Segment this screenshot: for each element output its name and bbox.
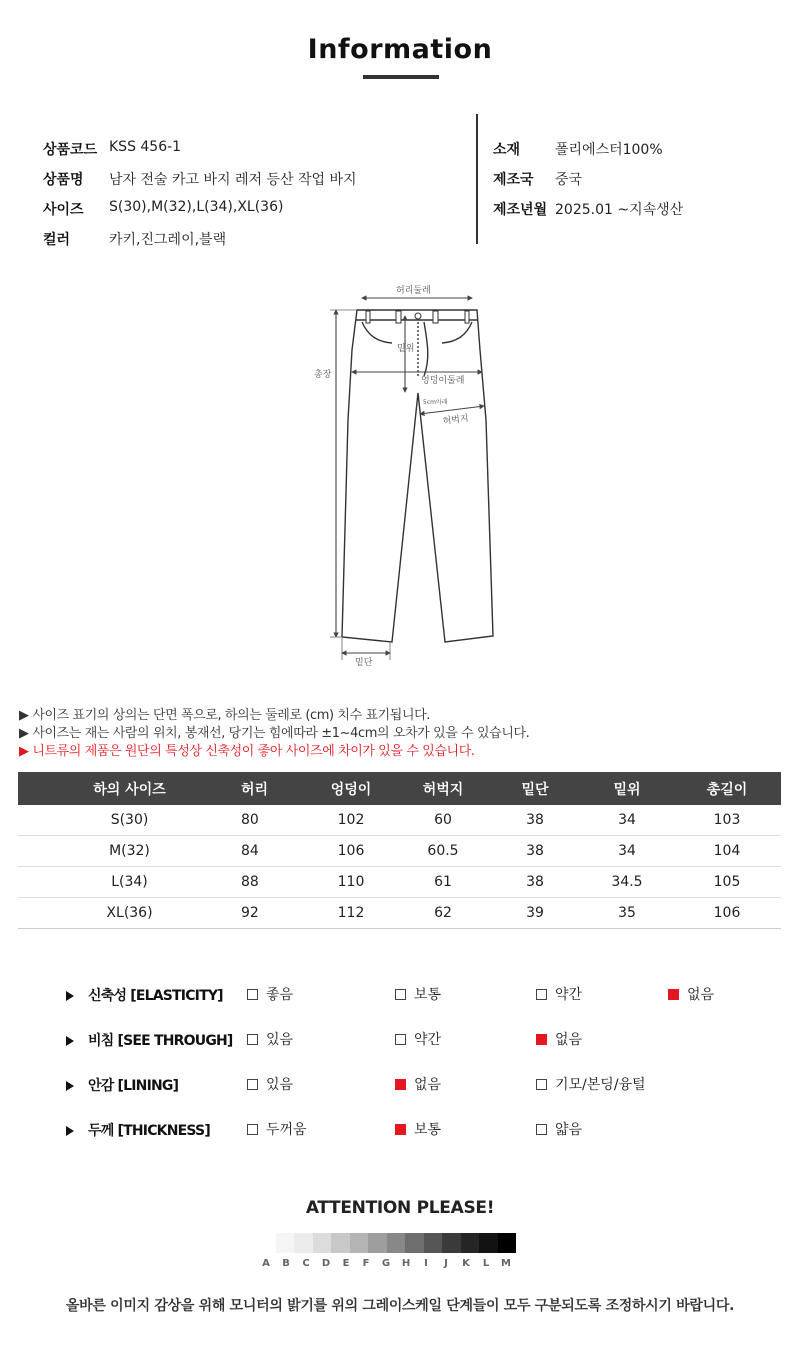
table-cell: 102 (305, 805, 397, 836)
table-cell: 106 (673, 898, 781, 929)
option-label: 두꺼움 (266, 1122, 307, 1138)
triangle-bullet-icon (66, 1036, 74, 1046)
pants-measurement-diagram (300, 284, 500, 674)
size-note-2: ▶ 사이즈는 재는 사람의 위치, 봉재선, 당기는 힘에따라 ±1~4cm의 오차가 있을 수 있습니다. (19, 726, 530, 741)
table-cell: XL(36) (18, 898, 241, 929)
grayscale-letter: D (321, 1258, 331, 1269)
attention-title: ATTENTION PLEASE! (305, 1198, 495, 1218)
checkbox-icon (536, 1079, 547, 1090)
grayscale-step (405, 1233, 423, 1253)
checked-box-icon (536, 1034, 547, 1045)
checkbox-icon (247, 989, 258, 1000)
info-key: 제조국 (493, 172, 534, 188)
triangle-bullet-icon (66, 991, 74, 1001)
checkbox-icon (247, 1034, 258, 1045)
grayscale-letter: A (262, 1258, 270, 1269)
grayscale-step (424, 1233, 442, 1253)
option-label: 있음 (266, 1032, 294, 1048)
grayscale-letter: B (282, 1258, 290, 1269)
table-cell: 38 (489, 805, 581, 836)
size-note-1: ▶ 사이즈 표기의 상의는 단면 폭으로, 하의는 둘레로 (cm) 치수 표기됩니다. (19, 708, 431, 723)
thigh-label: 허벅지 (442, 413, 470, 427)
option-label: 얇음 (555, 1122, 583, 1138)
hip-label: 엉덩이둘레 (421, 376, 465, 386)
grayscale-letter: C (302, 1258, 310, 1269)
option-see-through-slight[interactable] (395, 1029, 441, 1049)
table-cell: 92 (241, 898, 305, 929)
option-thickness-normal[interactable] (395, 1119, 441, 1139)
info-key: 사이즈 (43, 202, 84, 218)
grayscale-step (276, 1233, 294, 1253)
col-header: 허벅지 (397, 772, 489, 805)
grayscale-step (442, 1233, 460, 1253)
attr-label-elasticity (66, 985, 223, 1005)
table-cell: 112 (305, 898, 397, 929)
attr-label-thickness (66, 1120, 210, 1140)
table-cell: 34 (581, 805, 673, 836)
table-cell: L(34) (18, 867, 241, 898)
info-key: 상품명 (43, 172, 84, 188)
table-cell: 35 (581, 898, 673, 929)
info-value: KSS 456-1 (109, 139, 182, 155)
grayscale-step (350, 1233, 368, 1253)
col-header: 총길이 (673, 772, 781, 805)
table-cell: 62 (397, 898, 489, 929)
option-elasticity-normal[interactable] (395, 984, 441, 1004)
table-cell: 110 (305, 867, 397, 898)
table-cell: 105 (673, 867, 781, 898)
info-value: 중국 (555, 172, 583, 188)
grayscale-letters (256, 1258, 516, 1272)
info-divider (476, 114, 478, 244)
checked-box-icon (395, 1124, 406, 1135)
grayscale-letter: J (444, 1258, 448, 1269)
grayscale-step (387, 1233, 405, 1253)
checked-box-icon (395, 1079, 406, 1090)
option-see-through-none[interactable] (536, 1029, 582, 1049)
grayscale-step (368, 1233, 386, 1253)
option-elasticity-good[interactable] (247, 984, 293, 1004)
attr-label-text: 안감 [LINING] (88, 1078, 179, 1094)
table-cell: 61 (397, 867, 489, 898)
table-cell: 80 (241, 805, 305, 836)
option-label: 약간 (555, 987, 583, 1003)
hem-label: 밑단 (355, 658, 373, 668)
attr-label-text: 비침 [SEE THROUGH] (88, 1033, 233, 1049)
option-lining-yes[interactable] (247, 1074, 293, 1094)
info-value: 남자 전술 카고 바지 레저 등산 작업 바지 (109, 172, 357, 188)
grayscale-letter: G (381, 1258, 391, 1269)
info-key: 소재 (493, 142, 521, 158)
triangle-bullet-icon (66, 1126, 74, 1136)
info-key: 제조년월 (493, 202, 548, 218)
grayscale-letter: H (401, 1258, 411, 1269)
table-cell: 88 (241, 867, 305, 898)
table-cell: 38 (489, 867, 581, 898)
col-header: 하의 사이즈 (18, 772, 241, 805)
col-header: 밑단 (489, 772, 581, 805)
grayscale-strip (276, 1233, 516, 1253)
checkbox-icon (395, 989, 406, 1000)
option-label: 없음 (555, 1032, 583, 1048)
attention-note: 올바른 이미지 감상을 위해 모니터의 밝기를 위의 그레이스케일 단계들이 모두 구분되도록 조정하시기 바랍니다. (65, 1298, 735, 1314)
checked-box-icon (668, 989, 679, 1000)
grayscale-step (479, 1233, 497, 1253)
attr-label-see-through (66, 1030, 233, 1050)
grayscale-step (294, 1233, 312, 1253)
checkbox-icon (395, 1034, 406, 1045)
table-header-row (18, 772, 781, 805)
table-cell: M(32) (18, 836, 241, 867)
checkbox-icon (536, 989, 547, 1000)
attr-label-lining (66, 1075, 178, 1095)
page-title: Information (307, 34, 493, 65)
table-cell: 84 (241, 836, 305, 867)
table-cell: 34 (581, 836, 673, 867)
grayscale-step (461, 1233, 479, 1253)
size-table (18, 772, 781, 929)
info-value: 카키,진그레이,블랙 (109, 232, 227, 248)
col-header: 밑위 (581, 772, 673, 805)
option-thickness-thin[interactable] (536, 1119, 582, 1139)
table-cell: 60 (397, 805, 489, 836)
grayscale-letter: F (362, 1258, 370, 1269)
option-elasticity-none[interactable] (668, 984, 714, 1004)
option-label: 약간 (414, 1032, 442, 1048)
thigh-offset-label: 5cm아래 (423, 399, 448, 406)
attr-label-text: 두께 [THICKNESS] (88, 1123, 210, 1139)
grayscale-letter: M (501, 1258, 511, 1269)
table-cell: 106 (305, 836, 397, 867)
table-cell: 38 (489, 836, 581, 867)
checkbox-icon (536, 1124, 547, 1135)
table-row (18, 805, 781, 836)
attr-label-text: 신축성 [ELASTICITY] (88, 988, 223, 1004)
table-cell: 104 (673, 836, 781, 867)
info-key: 컬러 (43, 232, 71, 248)
length-label: 총장 (314, 370, 332, 380)
grayscale-letter: L (482, 1258, 490, 1269)
option-label: 좋음 (266, 987, 294, 1003)
option-elasticity-slight[interactable] (536, 984, 582, 1004)
table-row (18, 867, 781, 898)
option-thickness-thick[interactable] (247, 1119, 307, 1139)
size-note-3: ▶ 니트류의 제품은 원단의 특성상 신축성이 좋아 사이즈에 차이가 있을 수 있습니다. (19, 744, 475, 759)
title-underline (363, 75, 439, 79)
option-label: 없음 (414, 1077, 442, 1093)
table-cell: 60.5 (397, 836, 489, 867)
option-lining-none[interactable] (395, 1074, 441, 1094)
grayscale-letter: I (424, 1258, 428, 1269)
grayscale-letter: E (342, 1258, 350, 1269)
triangle-bullet-icon (66, 1081, 74, 1091)
table-cell: 103 (673, 805, 781, 836)
grayscale-step (331, 1233, 349, 1253)
info-key: 상품코드 (43, 142, 98, 158)
grayscale-step (313, 1233, 331, 1253)
grayscale-step (498, 1233, 516, 1253)
table-cell: S(30) (18, 805, 241, 836)
option-lining-fleece[interactable] (536, 1074, 646, 1094)
option-label: 기모/본딩/융털 (555, 1077, 646, 1093)
table-row (18, 898, 781, 929)
info-value: 폴리에스터100% (555, 142, 663, 158)
option-label: 있음 (266, 1077, 294, 1093)
table-row (18, 836, 781, 867)
info-value: 2025.01 ~지속생산 (555, 202, 684, 218)
option-label: 없음 (687, 987, 715, 1003)
info-value: S(30),M(32),L(34),XL(36) (109, 199, 284, 215)
table-cell: 39 (489, 898, 581, 929)
col-header: 허리 (241, 772, 305, 805)
checkbox-icon (247, 1079, 258, 1090)
rise-label: 밑위 (397, 344, 415, 354)
waist-label: 허리둘레 (396, 286, 431, 296)
col-header: 엉덩이 (305, 772, 397, 805)
option-label: 보통 (414, 987, 442, 1003)
checkbox-icon (247, 1124, 258, 1135)
pants-outline (342, 310, 493, 642)
option-see-through-yes[interactable] (247, 1029, 293, 1049)
grayscale-letter: K (462, 1258, 470, 1269)
table-cell: 34.5 (581, 867, 673, 898)
option-label: 보통 (414, 1122, 442, 1138)
